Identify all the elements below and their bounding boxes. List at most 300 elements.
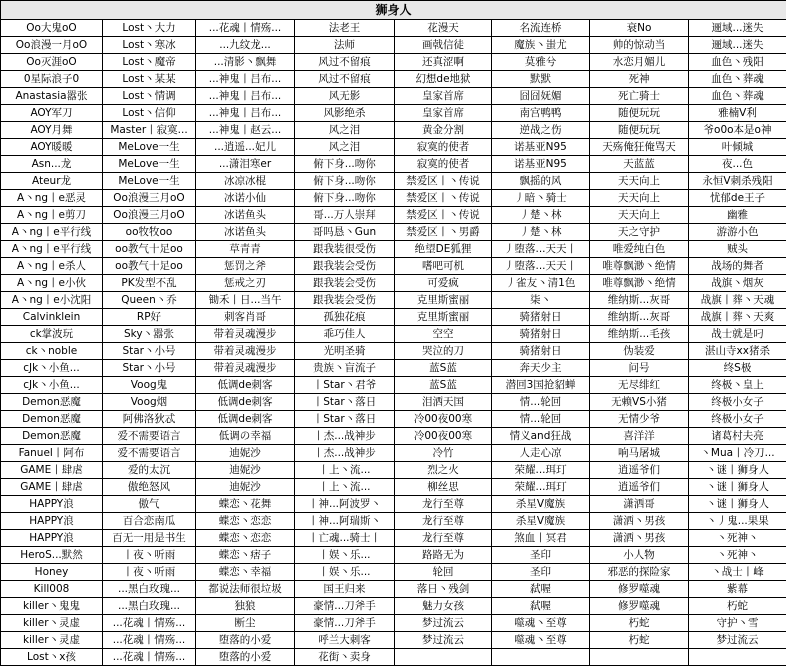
table-cell: 克里斯蜜丽 <box>395 292 492 309</box>
table-cell: 呼兰大刺客 <box>295 632 395 649</box>
title-row <box>1 1 786 20</box>
table-cell: 逍遥爷们 <box>590 479 689 496</box>
table-cell: 风过不留痕 <box>295 54 395 71</box>
table-row <box>1 309 786 326</box>
table-cell: 战旗丨葬丶天魂 <box>689 292 786 309</box>
table-cell: ...黑白玫瑰... <box>103 598 196 615</box>
table-cell: 绝望DE狐狸 <box>395 241 492 258</box>
table-cell: ...花魂丨情殇... <box>103 632 196 649</box>
sheet-title: 狮身人 <box>1 1 786 20</box>
table-cell: 风无影 <box>295 88 395 105</box>
table-row <box>1 37 786 54</box>
table-row <box>1 207 786 224</box>
table-row <box>1 445 786 462</box>
table-cell: 迪妮沙 <box>196 445 295 462</box>
table-cell: 冰凉冰棍 <box>196 173 295 190</box>
table-row <box>1 411 786 428</box>
table-cell: 丨杰...战神步 <box>295 445 395 462</box>
table-row <box>1 496 786 513</box>
table-cell: 0星际浪子0 <box>1 71 103 88</box>
table-cell: 跟我装会受伤 <box>295 258 395 275</box>
table-cell: 克里斯蜜丽 <box>395 309 492 326</box>
table-cell: 柳丝思 <box>395 479 492 496</box>
table-row <box>1 547 786 564</box>
table-cell: ...花魂丨情殇... <box>103 649 196 666</box>
table-cell: 带着灵魂漫步 <box>196 360 295 377</box>
table-cell: killer丶灵虚 <box>1 632 103 649</box>
table-cell: 低调de刺客 <box>196 394 295 411</box>
table-cell: 小人物 <box>590 547 689 564</box>
table-cell: Voog烟 <box>103 394 196 411</box>
table-cell: 丶丿鬼...果果 <box>689 513 786 530</box>
table-cell: 唯尊飘渺丶绝情 <box>590 275 689 292</box>
table-cell: Anastasia嚣张 <box>1 88 103 105</box>
table-cell: 潇洒哥 <box>590 496 689 513</box>
table-cell: 噬魂丶至尊 <box>492 615 590 632</box>
table-cell: 帅的惊动当 <box>590 37 689 54</box>
table-cell: Ateur龙 <box>1 173 103 190</box>
table-cell: 嗜吧可机 <box>395 258 492 275</box>
table-row <box>1 326 786 343</box>
table-cell: 唯爱纯白色 <box>590 241 689 258</box>
table-cell: Star丶小号 <box>103 360 196 377</box>
table-cell: 叶倾城 <box>689 139 786 156</box>
table-cell: 湛山寺xx猪杀 <box>689 343 786 360</box>
table-cell: 血色丶残阳 <box>689 54 786 71</box>
table-cell: 断尘 <box>196 615 295 632</box>
table-cell: Queen丶乔 <box>103 292 196 309</box>
table-cell: 轮回 <box>395 564 492 581</box>
table-cell: Lost丶大力 <box>103 20 196 37</box>
table-cell: A丶ng丨e杀人 <box>1 258 103 275</box>
table-cell: 泪洒天国 <box>395 394 492 411</box>
table-cell: 朽蛇 <box>590 615 689 632</box>
table-cell: 邪恶的探险家 <box>590 564 689 581</box>
table-row <box>1 292 786 309</box>
table-cell: 龙行至尊 <box>395 530 492 547</box>
table-cell: 天天向上 <box>590 190 689 207</box>
table-cell: 禁爱区丨丶传说 <box>395 173 492 190</box>
table-cell: 衰No <box>590 20 689 37</box>
table-cell: 忧郁de王子 <box>689 190 786 207</box>
table-cell: 弑喔 <box>492 581 590 598</box>
table-cell: 禁爱区丨丶传说 <box>395 207 492 224</box>
table-cell: 刺客肖哥 <box>196 309 295 326</box>
table-cell: 终S极 <box>689 360 786 377</box>
table-cell: 路路无为 <box>395 547 492 564</box>
table-cell: Star丶小号 <box>103 343 196 360</box>
table-cell: 潇洒丶男孩 <box>590 530 689 547</box>
table-cell: 囧囧妩媚 <box>492 88 590 105</box>
table-cell: Honey <box>1 564 103 581</box>
table-cell: 丿雀友丶清1色 <box>492 275 590 292</box>
table-cell: 丿楚丶林 <box>492 224 590 241</box>
table-cell: 画戟信徒 <box>395 37 492 54</box>
table-cell: 水恋月媚儿 <box>590 54 689 71</box>
table-cell: 随便玩玩 <box>590 105 689 122</box>
table-cell: 跟我装很受伤 <box>295 241 395 258</box>
table-cell: Demon恶魔 <box>1 394 103 411</box>
table-cell: 寂寞的使者 <box>395 156 492 173</box>
table-cell: 草青青 <box>196 241 295 258</box>
table-cell: Kill008 <box>1 581 103 598</box>
table-cell: 无尽绯红 <box>590 377 689 394</box>
table-cell: 战旗丶烟灰 <box>689 275 786 292</box>
table-row <box>1 394 786 411</box>
table-cell: 魔族丶蚩尤 <box>492 37 590 54</box>
table-cell: 维纳斯...毛孩 <box>590 326 689 343</box>
table-cell: 雅楠V利 <box>689 105 786 122</box>
table-cell: 俯下身...吻你 <box>295 173 395 190</box>
table-row <box>1 54 786 71</box>
table-cell: 潇洒丶男孩 <box>590 513 689 530</box>
table-cell: 寂寞的使者 <box>395 139 492 156</box>
table-cell: 丿暗丶骑士 <box>492 190 590 207</box>
table-cell: 杀星V魔族 <box>492 513 590 530</box>
table-cell: 阿佛洛狄忒 <box>103 411 196 428</box>
table-cell: 柒丶 <box>492 292 590 309</box>
table-cell: 丨上丶流... <box>295 479 395 496</box>
table-cell: Oo灭涯oO <box>1 54 103 71</box>
table-cell: 堕落的小爱 <box>196 632 295 649</box>
table-cell: 丿楚丶林 <box>492 207 590 224</box>
table-cell: A丶ng丨e剪刀 <box>1 207 103 224</box>
table-cell: Lost丶情调 <box>103 88 196 105</box>
table-cell: MeLove一生 <box>103 139 196 156</box>
table-cell: 蝶恋丶恋恋 <box>196 513 295 530</box>
table-row <box>1 530 786 547</box>
table-cell: 蝶恋丶恋恋 <box>196 530 295 547</box>
table-cell: 响马屠城 <box>590 445 689 462</box>
table-cell: ck丶noble <box>1 343 103 360</box>
table-cell: RP好 <box>103 309 196 326</box>
table-cell: 丨Star丶君爷 <box>295 377 395 394</box>
table-cell: 潜回3国抢貂蝉 <box>492 377 590 394</box>
table-cell <box>590 649 689 666</box>
table-cell: Lost丶某某 <box>103 71 196 88</box>
table-cell: 孤独花痕 <box>295 309 395 326</box>
table-row <box>1 649 786 666</box>
table-cell: 死亡骑士 <box>590 88 689 105</box>
table-cell: 堕落的小爱 <box>196 649 295 666</box>
table-cell: 逍遥爷们 <box>590 462 689 479</box>
table-cell: 天天向上 <box>590 173 689 190</box>
table-cell: 丶死神丶 <box>689 547 786 564</box>
table-cell: 天之守护 <box>590 224 689 241</box>
table-cell: 战场的舞者 <box>689 258 786 275</box>
table-cell: 花街丶卖身 <box>295 649 395 666</box>
table-row <box>1 156 786 173</box>
table-cell: 皇家首席 <box>395 88 492 105</box>
table-cell: 夜...色 <box>689 156 786 173</box>
table-cell: 低调de刺客 <box>196 411 295 428</box>
table-cell: 丨娱丶乐... <box>295 547 395 564</box>
table-cell: 光明圣骑 <box>295 343 395 360</box>
table-cell: 诸葛村夫亮 <box>689 428 786 445</box>
table-cell: Oo浪漫三月oO <box>103 190 196 207</box>
table-row <box>1 564 786 581</box>
table-cell: 名流连桥 <box>492 20 590 37</box>
table-cell: 禁爱区丨丶男爵 <box>395 224 492 241</box>
table-row <box>1 275 786 292</box>
table-cell: 丿堕落...天天丨 <box>492 258 590 275</box>
table-cell: 朽蛇 <box>689 598 786 615</box>
table-cell: 幽雅 <box>689 207 786 224</box>
table-cell: 丨杰...战神步 <box>295 428 395 445</box>
table-cell: 杀星V魔族 <box>492 496 590 513</box>
table-cell <box>492 649 590 666</box>
table-cell: Fanuel丨阿布 <box>1 445 103 462</box>
table-cell: 可爱疯 <box>395 275 492 292</box>
table-cell: 诺基亚N95 <box>492 156 590 173</box>
table-cell: MeLove一生 <box>103 173 196 190</box>
table-cell: ...逍遥...妃儿 <box>196 139 295 156</box>
table-cell: 法师 <box>295 37 395 54</box>
table-row <box>1 343 786 360</box>
table-cell: 丶谜丨狮身人 <box>689 496 786 513</box>
table-cell: oo教气十足oo <box>103 241 196 258</box>
table-cell: 骑猪射日 <box>492 326 590 343</box>
table-cell: 问号 <box>590 360 689 377</box>
table-cell: 爱不需要语言 <box>103 445 196 462</box>
table-cell <box>689 649 786 666</box>
table-cell: ...神鬼丨吕布... <box>196 88 295 105</box>
table-cell: HAPPY浪 <box>1 496 103 513</box>
table-cell: 战旗丨葬丶天爽 <box>689 309 786 326</box>
table-cell: 丨神...阿波罗丶 <box>295 496 395 513</box>
table-cell: 锄禾丨日...当午 <box>196 292 295 309</box>
table-cell: 龙行至尊 <box>395 496 492 513</box>
table-cell: 默默 <box>492 71 590 88</box>
table-cell: 游游小色 <box>689 224 786 241</box>
table-cell: 禁爱区丨丶传说 <box>395 190 492 207</box>
table-cell: 乖巧佳人 <box>295 326 395 343</box>
table-cell: A丶ng丨e小沈阳 <box>1 292 103 309</box>
table-row <box>1 377 786 394</box>
table-cell: 紫幕 <box>689 581 786 598</box>
table-cell: 花漫天 <box>395 20 492 37</box>
table-cell: 莫雅兮 <box>492 54 590 71</box>
table-cell: PK发型不乱 <box>103 275 196 292</box>
table-cell: 人走心凉 <box>492 445 590 462</box>
table-cell: 梦过流云 <box>689 632 786 649</box>
table-cell: 风之泪 <box>295 139 395 156</box>
table-cell: 噬魂丶至尊 <box>492 632 590 649</box>
table-cell: A丶ng丨e小伙 <box>1 275 103 292</box>
table-cell: killer丶鬼鬼 <box>1 598 103 615</box>
table-cell: ...清影丶飘舞 <box>196 54 295 71</box>
table-cell: Demon恶魔 <box>1 428 103 445</box>
table-cell: cJk丶小鱼... <box>1 360 103 377</box>
table-cell: HAPPY浪 <box>1 513 103 530</box>
table-row <box>1 139 786 156</box>
table-cell: 哥...万人崇拜 <box>295 207 395 224</box>
table-cell: 迪妮沙 <box>196 479 295 496</box>
table-cell: 国王归来 <box>295 581 395 598</box>
table-cell: 朽蛇 <box>590 632 689 649</box>
table-cell: Asn...龙 <box>1 156 103 173</box>
table-cell: 骑猪射日 <box>492 343 590 360</box>
table-cell: 天天向上 <box>590 207 689 224</box>
table-cell: 丨夜丶听雨 <box>103 564 196 581</box>
table-cell: 无赖VS小猪 <box>590 394 689 411</box>
table-cell: 惩戒之刃 <box>196 275 295 292</box>
table-cell: 贵族丶盲流子 <box>295 360 395 377</box>
table-cell: 风影绝杀 <box>295 105 395 122</box>
table-cell: 天殇俺狂俺骂天 <box>590 139 689 156</box>
table-cell: Oo大鬼oO <box>1 20 103 37</box>
table-cell <box>395 649 492 666</box>
table-cell: 冰诺小仙 <box>196 190 295 207</box>
table-cell: 血色丶葬魂 <box>689 88 786 105</box>
table-cell: A丶ng丨e平行线 <box>1 224 103 241</box>
table-cell: Lost丶信仰 <box>103 105 196 122</box>
table-cell: 蓝S蓝 <box>395 360 492 377</box>
table-cell: 贼头 <box>689 241 786 258</box>
table-cell: oo牧牧oo <box>103 224 196 241</box>
table-cell: 天蓝蓝 <box>590 156 689 173</box>
table-cell: 丨上丶流... <box>295 462 395 479</box>
table-cell: 低调de刺客 <box>196 377 295 394</box>
table-row <box>1 105 786 122</box>
table-cell: 奔天少主 <box>492 360 590 377</box>
table-cell: ...花魂丨情殇... <box>103 615 196 632</box>
table-cell: 傲气 <box>103 496 196 513</box>
table-cell: 荣耀...珥玎 <box>492 479 590 496</box>
table-cell: 弑喔 <box>492 598 590 615</box>
table-cell: 俯下身...吻你 <box>295 156 395 173</box>
table-cell: 丶谜丨狮身人 <box>689 479 786 496</box>
table-cell: ...神鬼丨吕布... <box>196 71 295 88</box>
table-cell: 死神 <box>590 71 689 88</box>
table-cell: 梦过流云 <box>395 615 492 632</box>
table-cell: 黄金分割 <box>395 122 492 139</box>
table-cell: 冷00夜00寒 <box>395 411 492 428</box>
table-cell: HeroS...默然 <box>1 547 103 564</box>
table-cell: 飘摇的风 <box>492 173 590 190</box>
table-row <box>1 258 786 275</box>
table-cell: 情...轮回 <box>492 394 590 411</box>
table-row <box>1 462 786 479</box>
table-cell: A丶ng丨e平行线 <box>1 241 103 258</box>
table-cell: 情...轮回 <box>492 411 590 428</box>
table-cell: 丨Star丶落日 <box>295 394 395 411</box>
table-cell: ...黑白玫瑰... <box>103 581 196 598</box>
table-cell: 哥吗恳丶Gun <box>295 224 395 241</box>
table-cell: ...潇泪寒er <box>196 156 295 173</box>
table-cell: Calvinklein <box>1 309 103 326</box>
table-row <box>1 598 786 615</box>
table-cell: Oo浪漫一月oO <box>1 37 103 54</box>
table-cell: 落日丶残剑 <box>395 581 492 598</box>
table-cell: Sky丶嚣张 <box>103 326 196 343</box>
table-cell: 唯尊飘渺丶绝情 <box>590 258 689 275</box>
table-cell: 终极小女子 <box>689 411 786 428</box>
table-cell: 冰诺鱼头 <box>196 207 295 224</box>
table-row <box>1 360 786 377</box>
table-cell: 永恒V刺杀残阳 <box>689 173 786 190</box>
table-cell: 丶Mua丨冷刀... <box>689 445 786 462</box>
table-cell: 迪妮沙 <box>196 462 295 479</box>
table-cell: 百合恋南瓜 <box>103 513 196 530</box>
table-cell: 俯下身...吻你 <box>295 190 395 207</box>
table-cell: 哭泣的刀 <box>395 343 492 360</box>
table-cell: Voog鬼 <box>103 377 196 394</box>
table-row <box>1 241 786 258</box>
table-row <box>1 173 786 190</box>
table-cell: 修罗噬魂 <box>590 598 689 615</box>
table-row <box>1 615 786 632</box>
table-row <box>1 479 786 496</box>
table-cell: 豪情...刀斧手 <box>295 615 395 632</box>
table-cell: GAME丨肆虐 <box>1 479 103 496</box>
table-cell: 圣印 <box>492 564 590 581</box>
table-cell: A丶ng丨e恶灵 <box>1 190 103 207</box>
table-cell: 丨夜丶听雨 <box>103 547 196 564</box>
table-cell: 幻想de地狱 <box>395 71 492 88</box>
table-cell: 都说法师很垃圾 <box>196 581 295 598</box>
table-cell: Lost丶魔帝 <box>103 54 196 71</box>
table-cell: 喜洋洋 <box>590 428 689 445</box>
table-cell: 血色丶葬魂 <box>689 71 786 88</box>
table-row <box>1 122 786 139</box>
table-row <box>1 581 786 598</box>
table-cell: 龙行至尊 <box>395 513 492 530</box>
table-cell: 丶死神丶 <box>689 530 786 547</box>
table-cell: 冰诺鱼头 <box>196 224 295 241</box>
table-cell: 荣耀...珥玎 <box>492 462 590 479</box>
table-cell: 情义and狂战 <box>492 428 590 445</box>
table-cell: Demon恶魔 <box>1 411 103 428</box>
table-cell: 终极丶皇上 <box>689 377 786 394</box>
table-cell: 伪装爱 <box>590 343 689 360</box>
table-row <box>1 632 786 649</box>
table-cell: Lost丶寒冰 <box>103 37 196 54</box>
table-cell: ...神鬼丨赵云... <box>196 122 295 139</box>
table-cell: oo教气十足oo <box>103 258 196 275</box>
table-cell: 独狼 <box>196 598 295 615</box>
table-cell: 随便玩玩 <box>590 122 689 139</box>
table-cell: 南宫鸭鸭 <box>492 105 590 122</box>
table-cell: 丨娱丶乐... <box>295 564 395 581</box>
table-row <box>1 224 786 241</box>
table-cell: 冷00夜00寒 <box>395 428 492 445</box>
table-cell: 豪情...刀斧手 <box>295 598 395 615</box>
table-row <box>1 513 786 530</box>
table-cell: 战士就是叼 <box>689 326 786 343</box>
table-row <box>1 20 786 37</box>
table-cell: 烈之火 <box>395 462 492 479</box>
table-cell: ...神鬼丨吕布... <box>196 105 295 122</box>
table-cell: 带着灵魂漫步 <box>196 343 295 360</box>
table-cell: 圣印 <box>492 547 590 564</box>
table-cell: 无情少爷 <box>590 411 689 428</box>
table-cell: 魅力女孩 <box>395 598 492 615</box>
table-cell: 爱不需要语言 <box>103 428 196 445</box>
table-row <box>1 88 786 105</box>
table-cell: 百无一用是书生 <box>103 530 196 547</box>
table-cell: cJk丶小鱼... <box>1 377 103 394</box>
table-cell: 逦域...迷失 <box>689 20 786 37</box>
table-cell: ...九纹龙... <box>196 37 295 54</box>
table-cell: 冷竹 <box>395 445 492 462</box>
table-cell: 梦过流云 <box>395 632 492 649</box>
table-cell: 维纳斯...灰哥 <box>590 292 689 309</box>
table-cell: killer丶灵虚 <box>1 615 103 632</box>
table-cell: Lost丶x孩 <box>1 649 103 666</box>
table-cell: AOY月舞 <box>1 122 103 139</box>
table-cell: 丶战士丨峰 <box>689 564 786 581</box>
